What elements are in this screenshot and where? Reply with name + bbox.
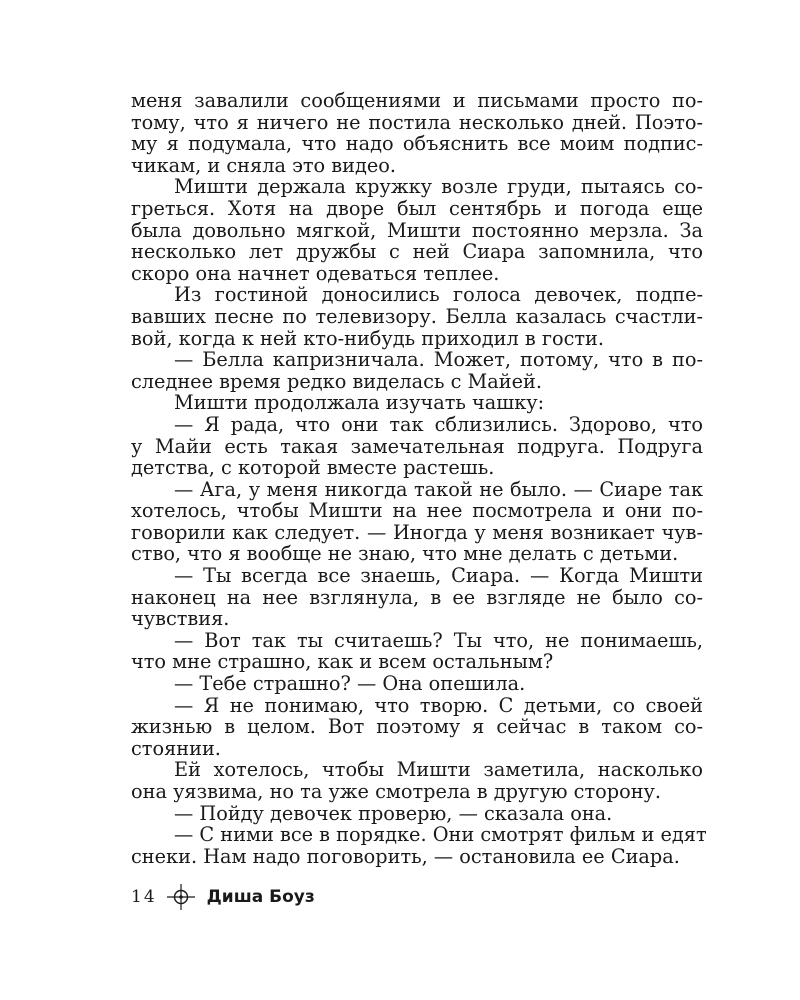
paragraph bbox=[131, 823, 707, 868]
text-line: — С ними все в порядке. Они смотрят фильм и едят bbox=[174, 823, 707, 847]
text-line: у Майи есть такая замечательная подруга. Подруга bbox=[131, 434, 703, 458]
paragraph bbox=[131, 479, 703, 565]
text-line: скоро она начнет одеваться теплее. bbox=[131, 261, 500, 285]
text-line: греться. Хотя на дворе был сентябрь и погода еще bbox=[131, 196, 703, 220]
text-line: стоянии. bbox=[131, 736, 221, 760]
text-line: — Ага, у меня никогда такой не было. — Сиаре так bbox=[174, 477, 703, 501]
paragraph bbox=[131, 803, 703, 825]
text-line: что мне страшно, как и всем остальным? bbox=[131, 650, 554, 674]
text-line: была довольно мягкой, Мишти постоянно мерзла. За bbox=[131, 218, 703, 242]
text-line: му я подумала, что надо объяснить все моим подпис- bbox=[131, 132, 703, 156]
paragraph bbox=[131, 176, 703, 284]
text-line: вой, когда к ней кто-нибудь приходил в гости. bbox=[131, 326, 605, 350]
text-line: хотелось, чтобы Мишти на нее посмотрела и они по- bbox=[131, 499, 703, 523]
paragraph bbox=[131, 414, 703, 479]
text-line: Мишти продолжала изучать чашку: bbox=[174, 391, 545, 415]
paragraph bbox=[131, 349, 703, 392]
text-line: Ей хотелось, чтобы Мишти заметила, насколько bbox=[174, 758, 703, 782]
author-name: Диша Боуз bbox=[206, 887, 315, 907]
paragraph bbox=[131, 392, 703, 414]
text-line: чикам, и сняла это видео. bbox=[131, 153, 396, 177]
text-line: она уязвима, но та уже смотрела в другую сторону. bbox=[131, 780, 662, 803]
paragraph bbox=[131, 565, 703, 630]
book-page-text bbox=[131, 89, 707, 868]
text-line: следнее время редко виделась с Майей. bbox=[131, 369, 543, 393]
text-line: Мишти держала кружку возле груди, пытаясь со- bbox=[174, 175, 703, 199]
paragraph bbox=[131, 673, 703, 695]
text-line: — Ты всегда все знаешь, Сиара. — Когда Мишти bbox=[174, 564, 703, 588]
paragraph bbox=[131, 284, 703, 349]
text-line: Из гостиной доносились голоса девочек, подпе- bbox=[174, 283, 703, 307]
text-line: меня завалили сообщениями и письмами просто по- bbox=[131, 89, 703, 112]
text-line: говорили как следует. — Иногда у меня возникает чув- bbox=[131, 520, 703, 544]
text-line: тому, что я ничего не постила несколько дней. Поэто- bbox=[131, 110, 703, 134]
text-line: наконец на нее взглянула, в ее взгляде не было со- bbox=[131, 585, 703, 609]
paragraph bbox=[131, 695, 703, 760]
text-line: — Я рада, что они так сблизились. Здорово, что bbox=[174, 412, 703, 436]
page-number: 14 bbox=[131, 887, 157, 907]
text-line: — Белла капризничала. Может, потому, что в по- bbox=[174, 348, 703, 372]
text-line: — Тебе страшно? — Она опешила. bbox=[174, 672, 526, 696]
text-line: — Пойду девочек проверю, — сказала она. bbox=[174, 801, 613, 825]
text-line: снеки. Нам надо поговорить, — остановила ее Сиара. bbox=[131, 844, 680, 868]
text-line: детства, с которой вместе растешь. bbox=[131, 456, 495, 480]
crosshair-ornament-icon bbox=[167, 884, 195, 910]
text-line: вавших песне по телевизору. Белла казалась счастли- bbox=[131, 304, 703, 328]
text-line: — Вот так ты считаешь? Ты что, не понимаешь, bbox=[174, 628, 703, 652]
text-line: несколько лет дружбы с ней Сиара запомнила, что bbox=[131, 240, 703, 264]
text-line: ство, что я вообще не знаю, что мне делать с детьми. bbox=[131, 542, 679, 566]
paragraph bbox=[131, 759, 703, 802]
text-line: чувствия. bbox=[131, 607, 230, 631]
text-line: — Я не понимаю, что творю. С детьми, со своей bbox=[174, 693, 703, 717]
page-footer bbox=[131, 884, 315, 910]
text-line: жизнью в целом. Вот поэтому я сейчас в таком со- bbox=[131, 715, 703, 739]
paragraph bbox=[131, 90, 703, 176]
paragraph bbox=[131, 630, 703, 673]
